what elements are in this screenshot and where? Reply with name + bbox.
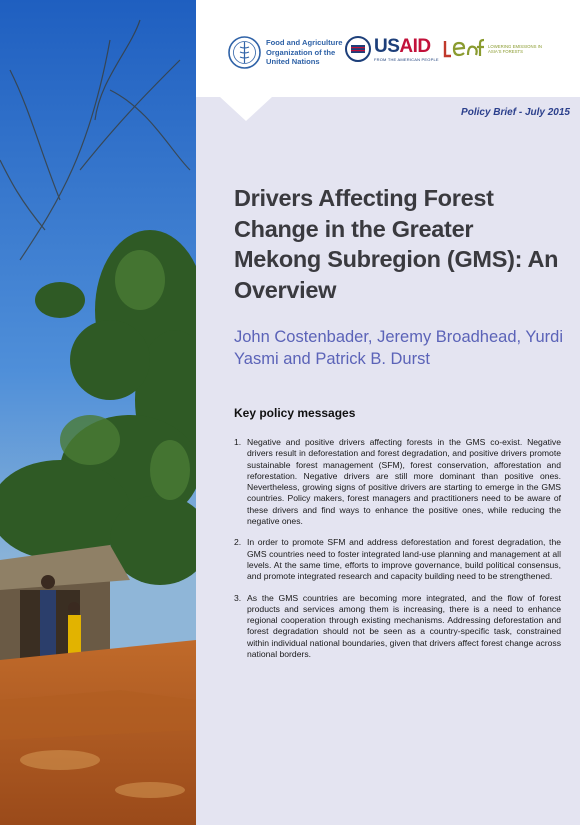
item-text: In order to promote SFM and address deforestation and forest degradation, the GMS countries need to foster integrated land-use planning and management at all levels. At the same time, efforts to improve governance, build political consensus, and promote integrated research and capacity building need to be strengthened. xyxy=(247,537,561,582)
item-number: 3. xyxy=(234,592,242,603)
leaf-wordmark-icon xyxy=(442,37,486,61)
key-message-item xyxy=(234,437,561,527)
usaid-aid: AID xyxy=(399,35,431,57)
fao-emblem-icon xyxy=(228,36,261,69)
usaid-us: US xyxy=(374,35,400,57)
key-messages-heading: Key policy messages xyxy=(234,406,356,420)
item-number: 2. xyxy=(234,537,242,548)
usaid-wordmark xyxy=(374,37,439,57)
fao-logo xyxy=(228,36,348,69)
leaf-tagline: LOWERING EMISSIONS IN ASIA'S FORESTS xyxy=(488,43,542,54)
usaid-logo xyxy=(345,36,439,62)
usaid-seal-icon xyxy=(345,36,371,62)
authors: John Costenbader, Jeremy Broadhead, Yurdi Yasmi and Patrick B. Durst xyxy=(234,328,563,368)
leaf-logo xyxy=(442,37,544,61)
header-notch xyxy=(220,97,272,121)
key-message-item xyxy=(234,593,561,661)
key-messages-list xyxy=(234,437,561,670)
item-text: Negative and positive drivers affecting forests in the GMS co-exist. Negative drivers result in deforestation and forest degradation, and positive drivers promote sustainable forest management (SFM), forest conservation, afforestation and reforestation. Negative drivers are still more dominant than positive ones. Nevertheless, growing signs of positive drivers are starting to emerge in the GMS countries. Policy makers, forest managers and practitioners need to be aware of these drivers and find ways to enhance the positive ones, while reducing the negative ones. xyxy=(247,437,561,527)
key-message-item xyxy=(234,537,561,582)
document-title: Drivers Affecting Forest Change in the Greater Mekong Subregion (GMS): An Overview xyxy=(234,185,559,303)
fao-name: Food and Agriculture Organization of the United Nations xyxy=(266,38,343,67)
item-text: As the GMS countries are becoming more integrated, and the flow of forest products and services among them is increasing, there is a need to enhance regional cooperation through existing mechanisms. Addressing deforestation and forest degradation should not be seen as a country-specific task, constrained within individual national boundaries, given that drivers affect forest change across national borders. xyxy=(247,592,561,660)
item-number: 1. xyxy=(234,437,242,447)
usaid-tagline: FROM THE AMERICAN PEOPLE xyxy=(374,56,439,62)
cover-photo xyxy=(0,0,196,825)
policy-brief-date: Policy Brief - July 2015 xyxy=(461,107,570,118)
